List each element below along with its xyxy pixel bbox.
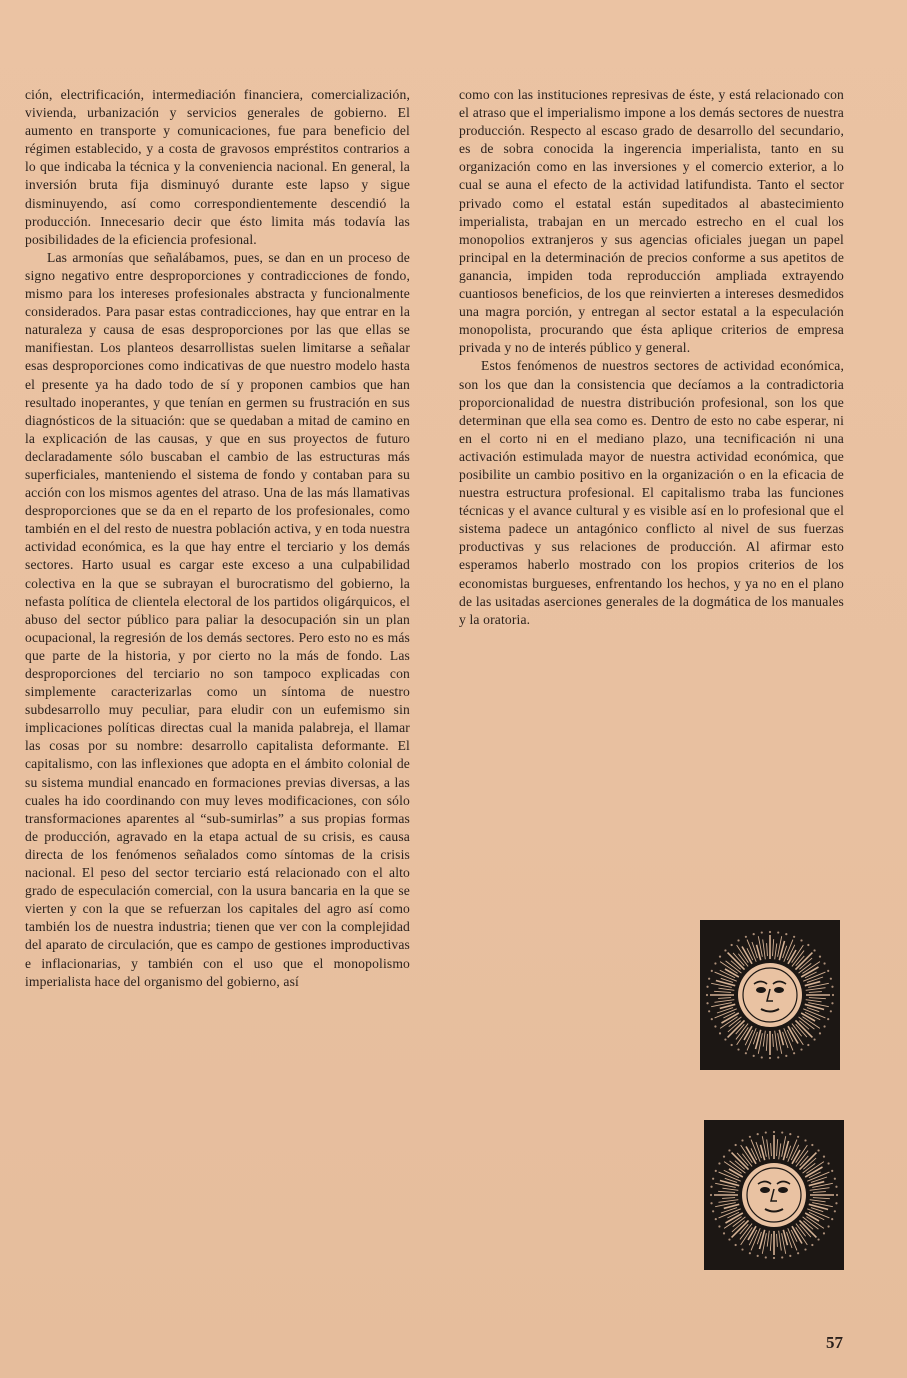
paragraph: como con las instituciones represivas de éste, y está relacionado con el atraso que el imperialismo impone a los demás sectores de nuestra producción. Respecto al escaso grado de desarrollo del secundario, es de sobra conocida la ingerencia imperialista, tanto en su organización como en las inversiones y el comercio exterior, a lo cual se auna el efecto de la actividad latifundista. Tanto el sector privado como el estatal están supeditados al abastecimiento imperialista, trabajan en un mercado estrecho en el cual los monopolios extranjeros y sus agencias oficiales juegan un papel principal en la determinación de precios conforme a sus apetitos de ganancia, impiden toda reproducción ampliada extrayendo cuantiosos beneficios, de los que reinvierten a intereses desmedidos una magra porción, y entregan al sector estatal a la especulación monopolista, procurando que ésta aplique criterios de empresa privada y no de interés público y general.	[459, 87, 844, 356]
paragraph: Las armonías que señalábamos, pues, se dan en un proceso de signo negativo entre desproporciones y contradicciones de fondo, mismo para los intereses profesionales abstracta y funcionalmente considerados. Para pasar estas contradicciones, hay que entrar en la naturaleza y causa de esas desproporciones por las que ellas se manifiestan. Los planteos desarrollistas suelen limitarse a señalar esas desproporciones como indicativas de que nuestro modelo hasta el presente ya ha dado todo de sí y proponen cambios que han resultado inoperantes, y que tenían en germen su frustración en sus diagnósticos de la situación: que se quedaban a mitad de camino en la explicación de las causas, y que en sus proyectos de futuro declaradamente sólo buscaban el cambio de las estructuras más superficiales, manteniendo el sistema de fondo y contaban para su acción con los mismos agentes del atraso. Una de las más llamativas desproporciones que se da en el reparto de los profesionales, como también en el del resto de nuestra población activa, y en toda nuestra actividad económica, es la que hay entre el terciario y los demás sectores. Harto usual es cargar este exceso a una culpabilidad colectiva en la que se subrayan el burocratismo del gobierno, la nefasta política de clientela electoral de los partidos oligárquicos, el abuso del sector público para paliar la desocupación sin un plan ocupacional, la regresión de los demás sectores. Pero esto no es más que parte de la historia, y por cierto no la más de fondo. Las desproporciones del terciario no son tampoco explicadas con simplemente caracterizarlas como un síntoma de nuestro subdesarrollo muy peculiar, para eludir con un eufemismo sin implicaciones políticas directas cual la manida palabreja, el llamar las cosas por su nombre: desarrollo capitalista deformante. El capitalismo, con las inflexiones que adopta en el ámbito colonial de su sistema mundial enancado en formaciones previas diversas, a las cuales ha ido coordinando con muy leves modificaciones, con sólo transformaciones aparentes al “sub-sumirlas” a sus propias formas de producción, agravado en la etapa actual de su crisis, es causa directa de los fenómenos señalados como síntomas de la crisis nacional. El peso del sector terciario está relacionado con el alto grado de especulación comercial, con la usura bancaria en la que se vierten y con la que se refuerzan los capitales del agro así como también los de nuestra industria; tienen que ver con la complejidad del aparato de circulación, que es campo de gestiones improductivas e inflacionarias, y también con el uso que el monopolismo imperialista hace del organismo del gobierno, así	[25, 249, 410, 989]
sun-face-woodcut-icon	[700, 920, 840, 1070]
page-number: 57	[826, 1333, 843, 1352]
paragraph: ción, electrificación, intermediación financiera, comercialización, vivienda, urbanización y servicios generales de gobierno. El aumento en transporte y comunicaciones, fue para beneficio del régimen establecido, y a costa de gravosos empréstitos contrarios a lo que indicaba la técnica y la conveniencia nacional. En general, la inversión bruta fija disminuyó durante este lapso y sigue disminuyendo, así como correspondientemente descendió la producción. Innecesario decir que ésto limita más todavía las posibilidades de la eficiencia profesional.	[25, 87, 410, 247]
paragraph: Estos fenómenos de nuestros sectores de actividad económica, son los que dan la consistencia que decíamos a la contradictoria proporcionalidad de nuestra distribución profesional, son los que determinan que ella sea como es. Dentro de esto no cabe esperar, ni en el corto ni en el mediano plazo, una tecnificación ni una activación estimulada mayor de nuestra actividad económica, que posibilite un cambio positivo en la organización o en la eficacia de nuestra estructura profesional. El capitalismo traba las funciones técnicas y el avance cultural y es visible así en lo profesional que el sistema padece un antagónico conflicto al nivel de sus fuerzas productivas y sus relaciones de producción. Al afirmar esto esperamos haberlo mostrado con los propios criterios de los economistas burgueses, enfrentando los hechos, y ya no en el plano de las usitadas aserciones generales de la dogmática de los manuales y la oratoria.	[459, 358, 844, 627]
text-column-right	[459, 86, 844, 629]
sun-face-woodcut-icon	[704, 1120, 844, 1270]
text-column-left	[25, 86, 410, 991]
